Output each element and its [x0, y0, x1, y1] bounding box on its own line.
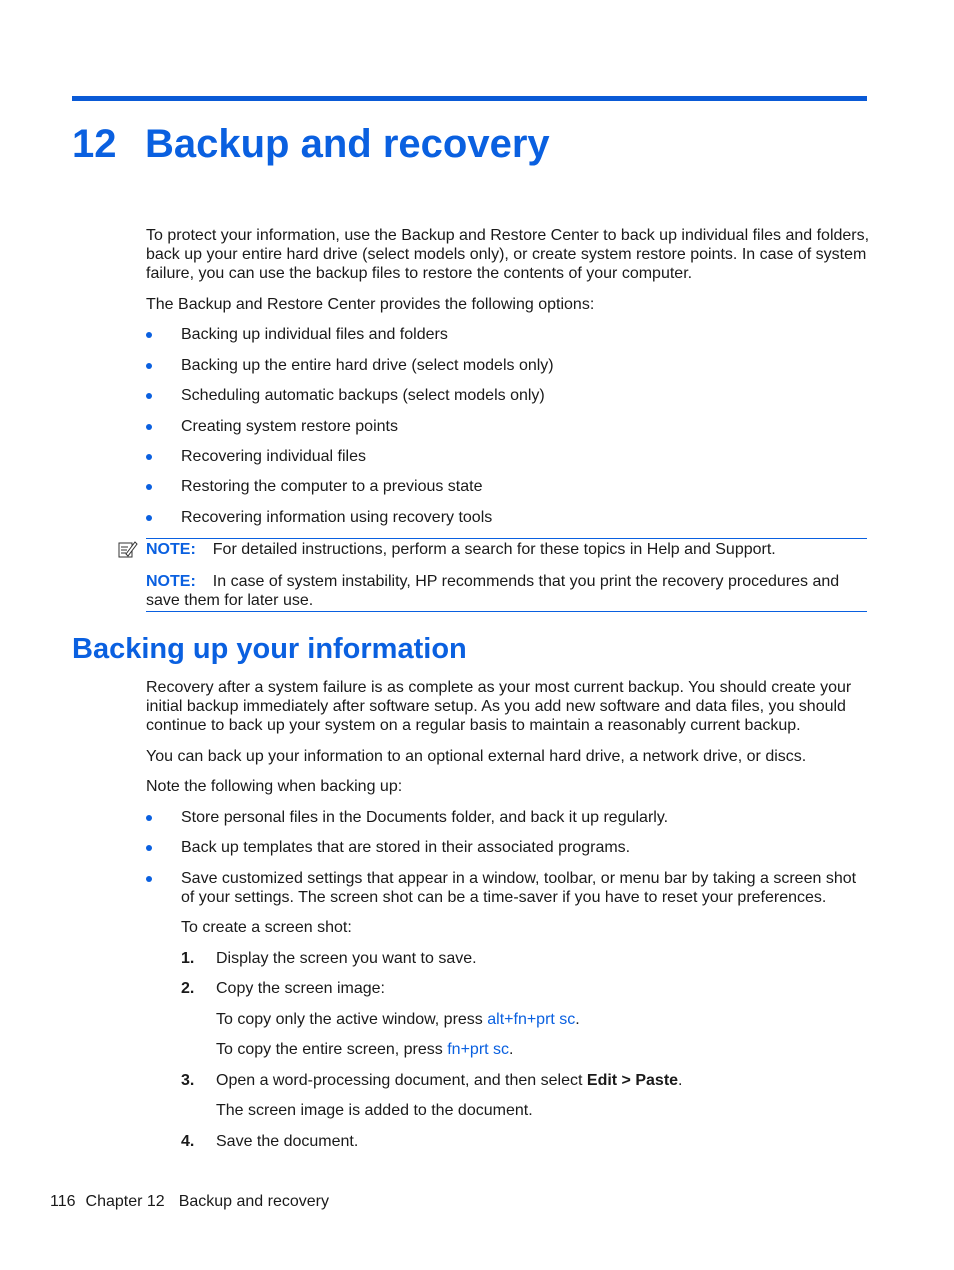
section-heading: Backing up your information: [72, 633, 467, 665]
note-pencil-icon: [118, 540, 138, 558]
note-label: NOTE:: [146, 541, 196, 558]
note-text: In case of system instability, HP recommends that you print the recovery procedures and save them for later use.: [146, 573, 840, 609]
page-number: 116: [50, 1193, 76, 1210]
bullet-icon: [146, 515, 152, 521]
footer-title: Backup and recovery: [178, 1193, 329, 1210]
bullet-icon: [146, 484, 152, 490]
footer-chapter: Chapter 12: [85, 1193, 165, 1210]
bullet-icon: [146, 876, 152, 882]
section-paragraph: You can back up your information to an optional external hard drive, a network drive, or discs.: [146, 748, 807, 765]
note-label: NOTE:: [146, 573, 196, 590]
step3-sub: The screen image is added to the document.: [216, 1102, 533, 1119]
menu-path: Edit > Paste: [586, 1072, 679, 1089]
note-top-rule: [146, 538, 867, 539]
bullet-icon: [146, 363, 152, 369]
intro-paragraph: To protect your information, use the Backup and Restore Center to back up individual files and folders, back up your entire hard drive (select models only), or create system restore points. In case of system failure, you can use the backup files to restore the contents of your computer.: [146, 227, 870, 282]
intro-options-lead: The Backup and Restore Center provides the following options:: [146, 296, 595, 313]
chapter-title: Backup and recovery: [145, 122, 550, 166]
note-1: [146, 540, 870, 559]
key-combo: alt+fn+prt sc: [487, 1011, 576, 1028]
bullet-icon: [146, 424, 152, 430]
note-bottom-rule: [146, 611, 867, 612]
step2-sub-entire-screen: To copy the entire screen, press fn+prt sc.: [216, 1041, 514, 1058]
section-paragraph: Note the following when backing up:: [146, 778, 403, 795]
key-combo: fn+prt sc: [447, 1041, 510, 1058]
bullet-icon: [146, 454, 152, 460]
chapter-number: 12: [72, 122, 117, 166]
bullet-icon: [146, 845, 152, 851]
page-footer: [50, 1193, 329, 1211]
chapter-top-rule: [72, 96, 867, 101]
section-paragraph: Recovery after a system failure is as complete as your most current backup. You should create your initial backup immediately after software setup. As you add new software and data files, you should continue to back up your system on a regular basis to maintain a reasonably current backup.: [146, 679, 852, 734]
step2-sub-active-window: To copy only the active window, press alt+fn+prt sc.: [216, 1011, 580, 1028]
note-text: For detailed instructions, perform a search for these topics in Help and Support.: [212, 541, 776, 558]
bullet-icon: [146, 393, 152, 399]
note-2: [146, 572, 868, 610]
chapter-heading: [72, 120, 550, 168]
bullet-icon: [146, 332, 152, 338]
bullet-icon: [146, 815, 152, 821]
screenshot-intro: To create a screen shot:: [181, 919, 352, 936]
